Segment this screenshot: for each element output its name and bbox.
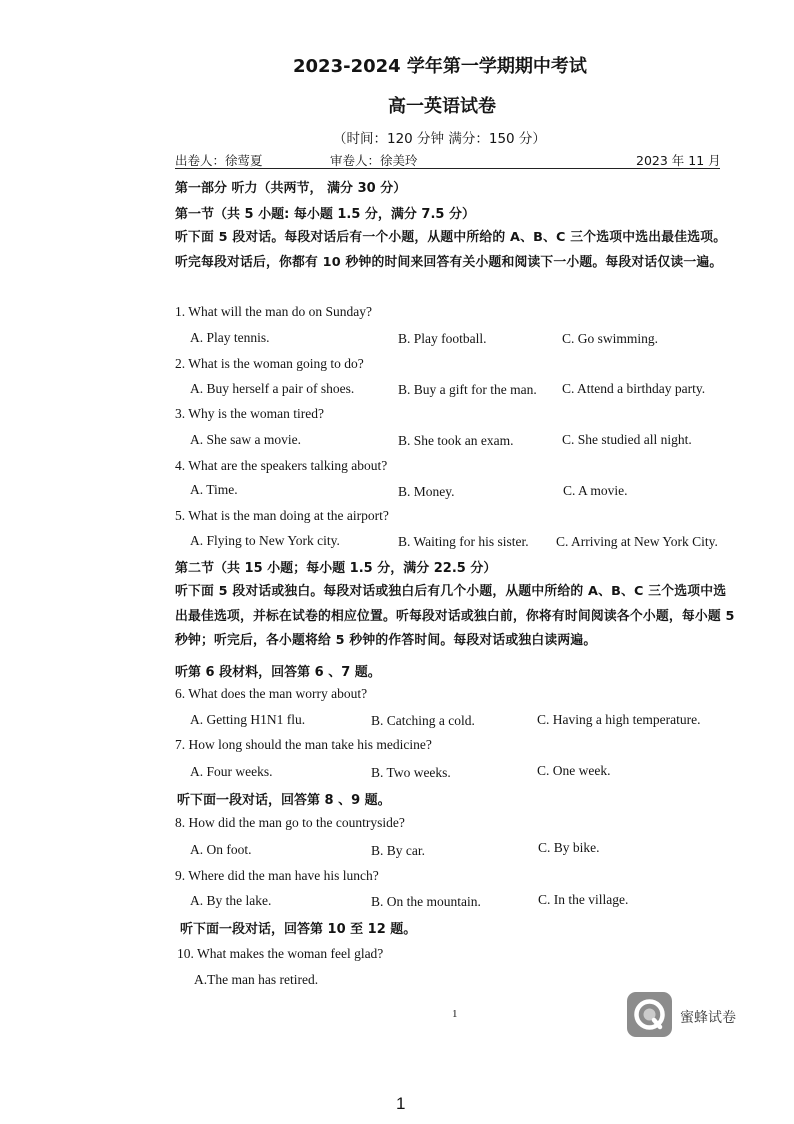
- question-5-option-b: B. Waiting for his sister.: [398, 534, 529, 549]
- question-4-option-c: C. A movie.: [563, 483, 628, 498]
- part1-heading: 第一部分 听力（共两节， 满分 30 分）: [175, 181, 407, 196]
- question-8-option-b: B. By car.: [371, 843, 425, 858]
- question-5-stem: 5. What is the man doing at the airport?: [175, 508, 389, 523]
- question-1-option-b: B. Play football.: [398, 331, 487, 346]
- question-6-option-a: A. Getting H1N1 flu.: [190, 712, 306, 727]
- question-3-option-a: A. She saw a movie.: [190, 432, 301, 447]
- question-4-stem: 4. What are the speakers talking about?: [175, 458, 388, 473]
- page-number: 1: [396, 1094, 406, 1113]
- material-8-cue: 听下面一段对话，回答第 8 、9 题。: [177, 793, 391, 808]
- section2-heading: 第二节（共 15 小题；每小题 1.5 分，满分 22.5 分）: [175, 561, 497, 576]
- exam-time-score: （时间：120 分钟 满分：150 分）: [333, 131, 546, 147]
- watermark-label: 蜜蜂试卷: [680, 1010, 736, 1026]
- watermark-logo: [627, 992, 672, 1037]
- question-2-option-c: C. Attend a birthday party.: [562, 381, 706, 396]
- question-2-option-b: B. Buy a gift for the man.: [398, 382, 537, 397]
- question-5-option-a: A. Flying to New York city.: [190, 533, 340, 548]
- exam-title: 2023-2024 学年第一学期期中考试: [293, 56, 587, 77]
- question-9-stem: 9. Where did the man have his lunch?: [175, 868, 379, 883]
- question-3-option-c: C. She studied all night.: [562, 432, 692, 447]
- question-7-stem: 7. How long should the man take his medicine?: [175, 737, 432, 752]
- material-6-cue: 听第 6 段材料，回答第 6 、7 题。: [175, 665, 381, 680]
- question-5-option-c: C. Arriving at New York City.: [556, 534, 718, 549]
- bee-logo-icon: [627, 992, 672, 1037]
- question-10-option-a: A.The man has retired.: [194, 972, 319, 987]
- question-4-option-b: B. Money.: [398, 484, 455, 499]
- question-10-stem: 10. What makes the woman feel glad?: [177, 946, 384, 961]
- question-9-option-c: C. In the village.: [538, 892, 629, 907]
- question-4-option-a: A. Time.: [190, 482, 238, 497]
- material-10-cue: 听下面一段对话，回答第 10 至 12 题。: [180, 922, 417, 937]
- section1-instruction: 听下面 5 段对话。每段对话后有一个小题，从题中所给的 A、B、C 三个选项中选出最佳选项。听完每段对话后，你都有 10 秒钟的时间来回答有关小题和阅读下一小题。每段对话仅读一遍。: [175, 230, 727, 270]
- exam-date: 2023 年 11 月: [636, 153, 721, 168]
- question-7-option-b: B. Two weeks.: [371, 765, 451, 780]
- question-2-stem: 2. What is the woman going to do?: [175, 356, 364, 371]
- question-8-option-a: A. On foot.: [190, 842, 252, 857]
- question-7-option-c: C. One week.: [537, 763, 611, 778]
- header-divider: [175, 168, 720, 169]
- question-3-stem: 3. Why is the woman tired?: [175, 406, 324, 421]
- paper-reviewer: 审卷人：徐美玲: [330, 153, 418, 168]
- question-8-option-c: C. By bike.: [538, 840, 600, 855]
- page-number-inner: 1: [452, 1008, 458, 1020]
- question-6-stem: 6. What does the man worry about?: [175, 686, 368, 701]
- paper-subtitle: 高一英语试卷: [388, 96, 496, 117]
- question-2-option-a: A. Buy herself a pair of shoes.: [190, 381, 355, 396]
- paper-setter: 出卷人：徐莺夏: [175, 153, 263, 168]
- question-8-stem: 8. How did the man go to the countryside?: [175, 815, 405, 830]
- section1-heading: 第一节（共 5 小题: 每小题 1.5 分，满分 7.5 分）: [175, 207, 475, 222]
- question-1-option-c: C. Go swimming.: [562, 331, 659, 346]
- question-9-option-a: A. By the lake.: [190, 893, 272, 908]
- question-1-option-a: A. Play tennis.: [190, 330, 270, 345]
- question-7-option-a: A. Four weeks.: [190, 764, 273, 779]
- question-3-option-b: B. She took an exam.: [398, 433, 514, 448]
- question-9-option-b: B. On the mountain.: [371, 894, 481, 909]
- question-6-option-c: C. Having a high temperature.: [537, 712, 701, 727]
- question-6-option-b: B. Catching a cold.: [371, 713, 475, 728]
- section2-instruction: 听下面 5 段对话或独白。每段对话或独白后有几个小题，从题中所给的 A、B、C 三个选项中选出最佳选项，并标在试卷的相应位置。听每段对话或独白前，你将有时间阅读各个小题，每小题 5 秒钟；听完后，各小题将给 5 秒钟的作答时间。每段对话或独白读两遍。: [175, 584, 735, 648]
- question-1-stem: 1. What will the man do on Sunday?: [175, 304, 372, 319]
